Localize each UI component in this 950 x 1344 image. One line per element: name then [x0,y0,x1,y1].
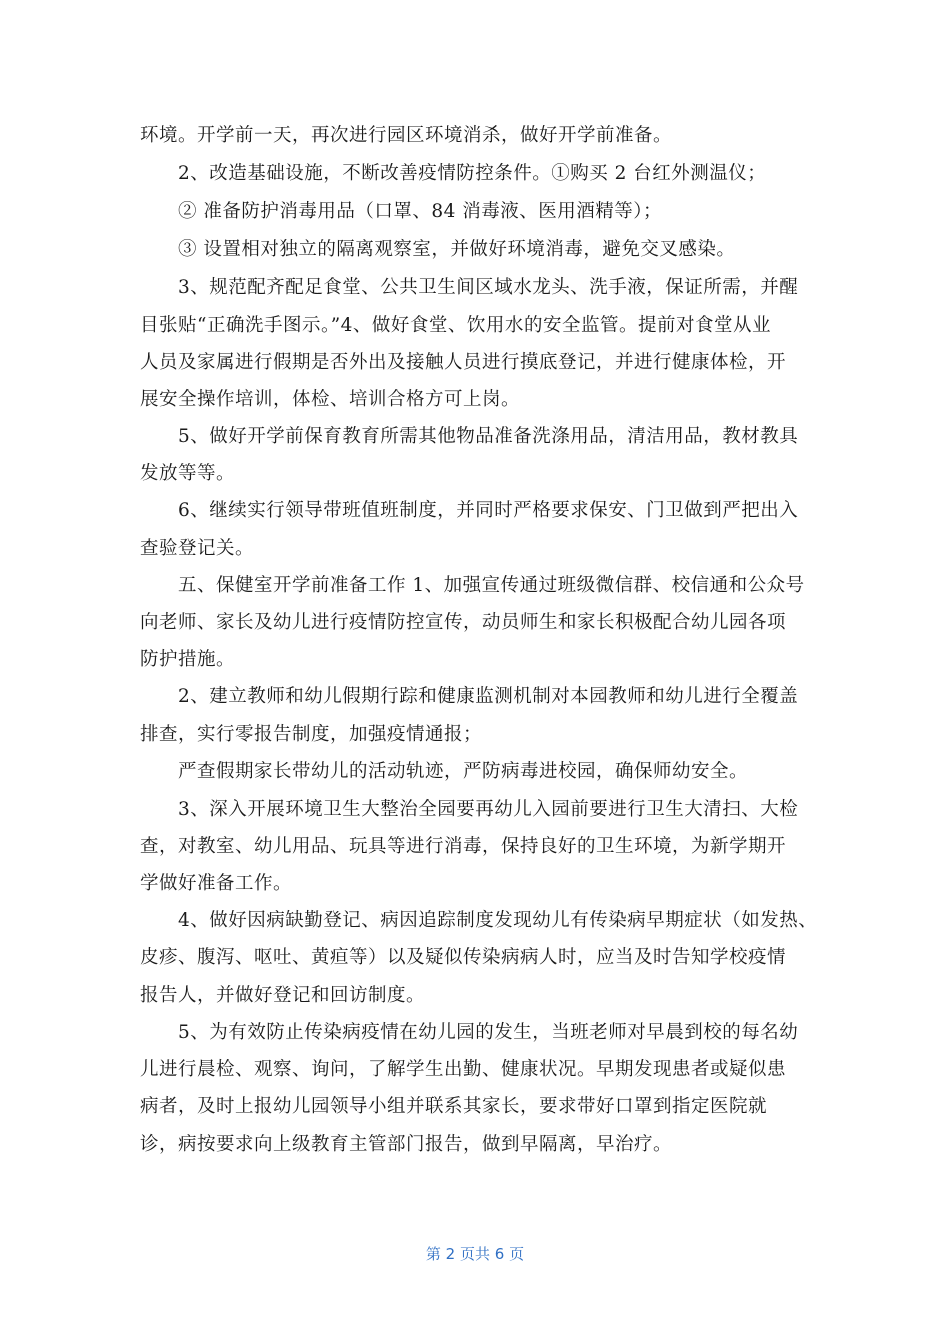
text-line: 6、继续实行领导带班值班制度，并同时严格要求保安、门卫做到严把出入 [178,500,799,521]
text-line: 皮疹、腹泻、呕吐、黄疸等）以及疑似传染病病人时，应当及时告知学校疫情 [140,947,787,968]
text-line: 3、深入开展环境卫生大整治全园要再幼儿入园前要进行卫生大清扫、大检 [178,799,799,820]
text-line: 儿进行晨检、观察、询问，了解学生出勤、健康状况。早期发现患者或疑似患 [140,1059,787,1080]
text-line: 3、规范配齐配足食堂、公共卫生间区域水龙头、洗手液，保证所需，并醒 [178,277,799,298]
text-line: 严查假期家长带幼儿的活动轨迹，严防病毒进校园，确保师幼安全。 [178,761,749,782]
text-line: 4、做好因病缺勤登记、病因追踪制度发现幼儿有传染病早期症状（如发热、 [178,910,818,931]
text-line: 向老师、家长及幼儿进行疫情防控宣传，动员师生和家长积极配合幼儿园各项 [140,612,787,633]
text-line: 目张贴“正确洗手图示。”4、做好食堂、饮用水的安全监管。提前对食堂从业 [140,315,771,336]
text-line: 报告人，并做好登记和回访制度。 [140,985,426,1006]
text-line: 防护措施。 [140,649,236,670]
text-line: 2、建立教师和幼儿假期行踪和健康监测机制对本园教师和幼儿进行全覆盖 [178,686,799,707]
text-line: 发放等等。 [140,463,236,484]
text-line: 查，对教室、幼儿用品、玩具等进行消毒，保持良好的卫生环境，为新学期开 [140,836,787,857]
text-line: 病者，及时上报幼儿园领导小组并联系其家长，要求带好口罩到指定医院就 [140,1096,768,1117]
text-line: 5、做好开学前保育教育所需其他物品准备洗涤用品，清洁用品，教材教具 [178,426,799,447]
text-line: 排查，实行零报告制度，加强疫情通报； [140,724,483,745]
text-line: 学做好准备工作。 [140,873,293,894]
text-line: 展安全操作培训，体检、培训合格方可上岗。 [140,389,521,410]
text-line: 五、保健室开学前准备工作 1、加强宣传通过班级微信群、校信通和公众号 [178,575,805,596]
text-line: 5、为有效防止传染病疫情在幼儿园的发生，当班老师对早晨到校的每名幼 [178,1022,799,1043]
text-line: 2、改造基础设施，不断改善疫情防控条件。①购买 2 台红外测温仪； [178,163,767,184]
text-line: 人员及家属进行假期是否外出及接触人员进行摸底登记，并进行健康体检，开 [140,352,787,373]
text-line: 查验登记关。 [140,538,255,559]
page-number: 第 2 页共 6 页 [425,1245,525,1263]
text-line: ② 准备防护消毒用品（口罩、84 消毒液、医用酒精等）； [178,201,663,222]
text-line: 诊，病按要求向上级教育主管部门报告，做到早隔离，早治疗。 [140,1134,673,1155]
text-line: ③ 设置相对独立的隔离观察室，并做好环境消毒，避免交叉感染。 [178,239,736,260]
text-line: 环境。开学前一天，再次进行园区环境消杀，做好开学前准备。 [140,125,673,146]
